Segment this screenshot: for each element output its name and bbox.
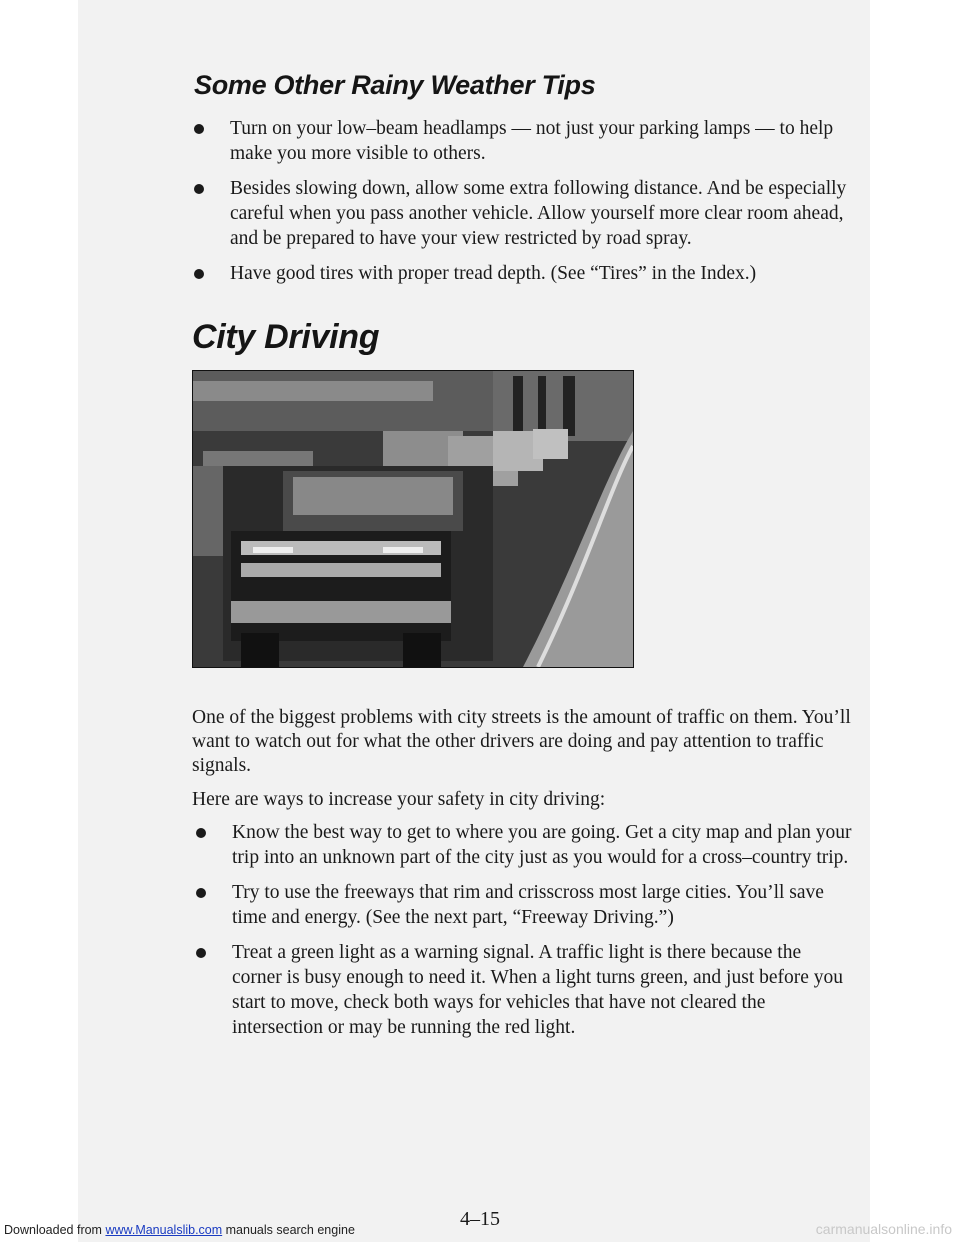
bullet-icon (196, 948, 206, 958)
list-item: Besides slowing down, allow some extra following distance. And be especially careful when you pass another vehicle. Allow yourself more clear room ahead, and be prepared to have your view restricted by road spray. (194, 176, 854, 251)
traffic-illustration (193, 371, 633, 667)
rainy-tips-list (194, 116, 854, 296)
page-number: 4–15 (460, 1208, 500, 1230)
download-footer: Downloaded from www.Manualslib.com manuals search engine (4, 1223, 355, 1237)
manualslib-link[interactable]: www.Manualslib.com (105, 1223, 223, 1237)
bullet-icon (196, 828, 206, 838)
left-margin (0, 0, 78, 1242)
bullet-icon (194, 269, 204, 279)
bullet-icon (194, 184, 204, 194)
watermark-text: carmanualsonline.info (815, 1221, 952, 1237)
city-tips-list (196, 820, 852, 1050)
heading-rainy-weather-tips: Some Other Rainy Weather Tips (194, 70, 596, 100)
bullet-icon (196, 888, 206, 898)
bullet-icon (194, 124, 204, 134)
list-item: Know the best way to get to where you are going. Get a city map and plan your trip into an unknown part of the city just as you would for a cross–country trip. (196, 820, 852, 870)
list-item: Treat a green light as a warning signal. A traffic light is there because the corner is busy enough to need it. When a light turns green, and just before you start to move, check both ways for vehicles that have not cleared the intersection or may be running the red light. (196, 940, 852, 1040)
list-item: Turn on your low–beam headlamps — not just your parking lamps — to help make you more visible to others. (194, 116, 854, 166)
city-driving-intro: One of the biggest problems with city streets is the amount of traffic on them. You’ll want to watch out for what the other drivers are doing and pay attention to traffic signals. (192, 707, 851, 776)
city-traffic-photo (192, 370, 634, 668)
heading-city-driving: City Driving (192, 318, 380, 356)
right-margin (870, 0, 960, 1242)
list-item: Have good tires with proper tread depth. (See “Tires” in the Index.) (194, 261, 854, 286)
city-driving-lead: Here are ways to increase your safety in city driving: (192, 789, 606, 810)
list-item: Try to use the freeways that rim and crisscross most large cities. You’ll save time and energy. (See the next part, “Freeway Driving.”) (196, 880, 852, 930)
